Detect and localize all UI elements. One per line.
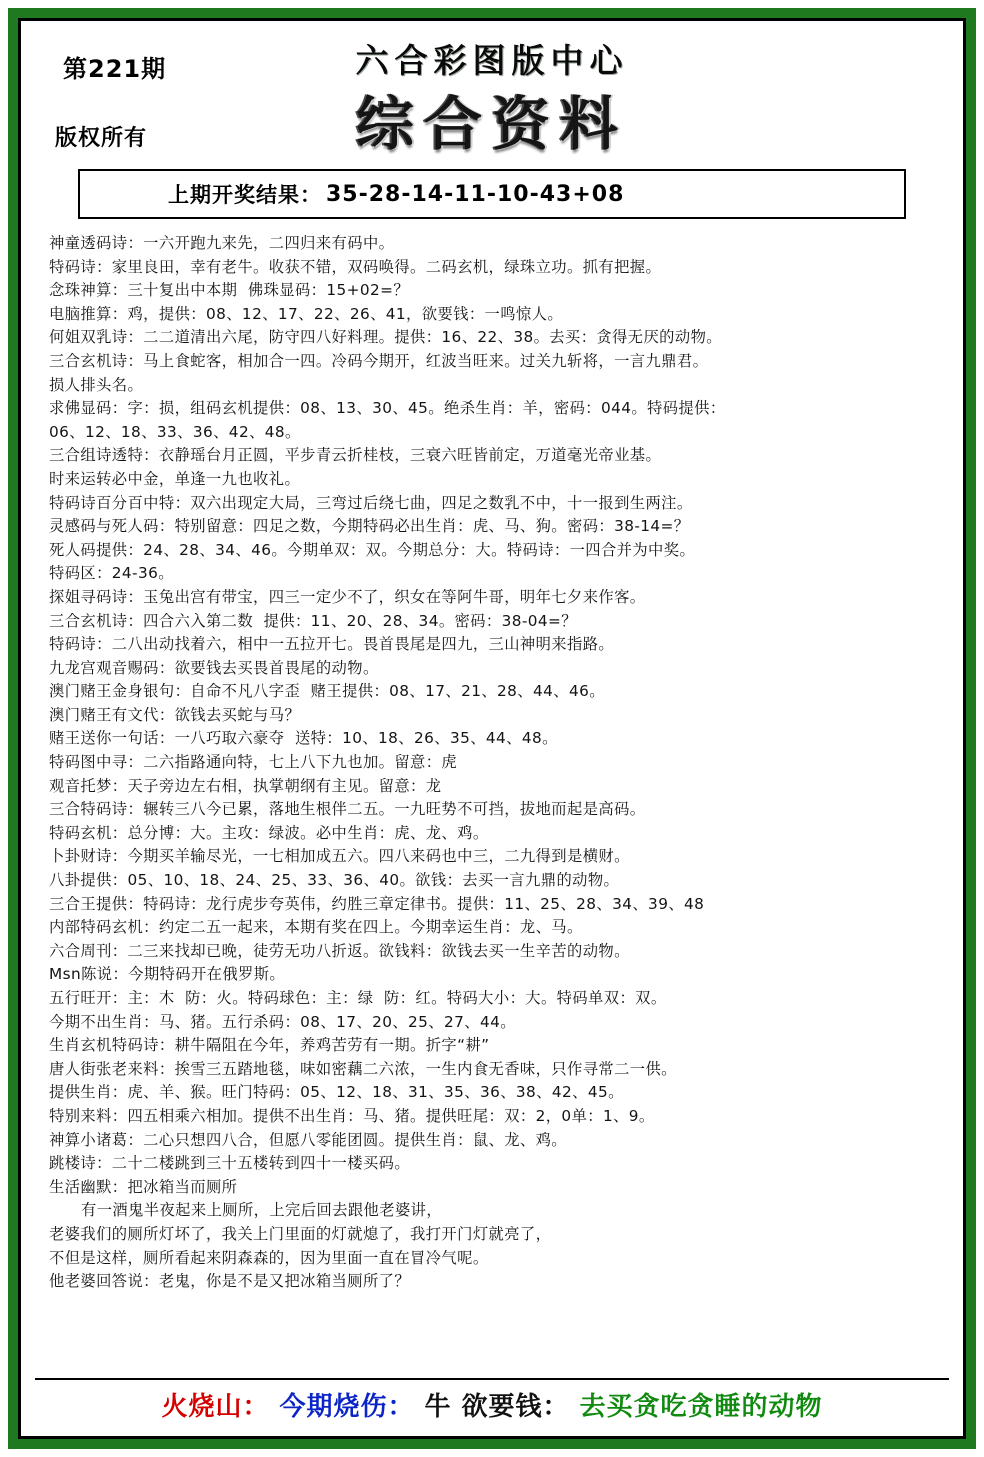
body-line: 特码玄机：总分博：大。主攻：绿波。必中生肖：虎、龙、鸡。 — [49, 823, 489, 842]
story-line: 老婆我们的厕所灯坏了，我关上门里面的灯就熄了，我打开门灯就亮了， — [49, 1224, 552, 1243]
last-draw-label: 上期开奖结果： — [168, 183, 322, 207]
body-line: 卜卦财诗：今期买羊输尽光，一七相加成五六。四八来码也中三，二九得到是横财。 — [49, 847, 630, 866]
body-line: 澳门赌王金身银句：自命不凡八字歪 赌王提供：08、17、21、28、44、46。 — [49, 682, 605, 701]
body-line: 六合周刊：二三来找却已晚，徒劳无功八折返。欲钱料：欲钱去买一生辛苦的动物。 — [49, 941, 630, 960]
body-line: 特码区：24-36。 — [49, 564, 174, 583]
body-line: 唐人街张老来料：挨雪三五踏地毯，味如密藕二六浓，一生内食无香味，只作寻常二一供。 — [49, 1059, 677, 1078]
story-line: 有一酒鬼半夜起来上厕所，上完后回去跟他老婆讲， — [81, 1201, 443, 1220]
body-line: 三合王提供：特码诗：龙行虎步夸英伟，约胜三章定律书。提供：11、25、28、34、39、48 — [49, 894, 705, 913]
page-title-main: 六合彩图版中心 — [355, 41, 629, 80]
body-line: 三合玄机诗：马上食蛇客，相加合一四。冷码今期开，红波当旺来。过关九斩将，一言九鼎君。 — [49, 351, 709, 370]
body-line: 灵感码与死人码：特别留意：四足之数，今期特码必出生肖：虎、马、狗。密码：38-14=？ — [49, 517, 690, 536]
body-line: 死人码提供：24、28、34、46。今期单双：双。今期总分：大。特码诗：一四合并为中奖。 — [49, 540, 696, 559]
body-line: 提供生肖：虎、羊、猴。旺门特码：05、12、18、31、35、36、38、42、45。 — [49, 1083, 624, 1102]
issue-number: 第221期 — [63, 55, 167, 83]
body-line: 三合特码诗：辗转三八今已累，落地生根伴二五。一九旺势不可挡，拔地而起是高码。 — [49, 800, 646, 819]
body-line: 特码诗：二八出动找着六，相中一五拉开七。畏首畏尾是四九，三山神明来指路。 — [49, 635, 615, 654]
body-line: 九龙宫观音赐码：欲要钱去买畏首畏尾的动物。 — [49, 658, 379, 677]
story-line: 不但是这样，厕所看起来阴森森的，因为里面一直在冒冷气呢。 — [49, 1248, 489, 1267]
body-line: 今期不出生肖：马、猪。五行杀码：08、17、20、25、27、44。 — [49, 1012, 516, 1031]
body-line: 三合组诗透特：衣静瑶台月正圆，平步青云折桂枝，三衰六旺皆前定，万道毫光帝业基。 — [49, 446, 662, 465]
body-line: 特码诗百分百中特：双六出现定大局，三弯过后绕七曲，四足之数乳不中，十一报到生两注。 — [49, 493, 693, 512]
footer-banner — [35, 1382, 949, 1426]
footer-part-3: 牛 — [424, 1391, 452, 1422]
body-line: 探姐寻码诗：玉兔出宫有带宝，四三一定少不了，织女在等阿牛哥，明年七夕来作客。 — [49, 587, 646, 606]
outer-green-frame — [8, 8, 976, 1449]
body-text-block — [35, 232, 949, 1294]
body-line: 澳门赌王有文代：欲钱去买蛇与马？ — [49, 705, 301, 724]
body-line: 电脑推算：鸡，提供：08、12、17、22、26、41，欲要钱：一鸣惊人。 — [49, 304, 564, 323]
last-draw-result-bar — [78, 169, 906, 219]
footer-divider — [35, 1378, 949, 1380]
body-line: 生肖玄机特码诗：耕牛隔阻在今年，养鸡苦劳有一期。折字“耕” — [49, 1036, 490, 1055]
footer-part-5: 去买贪吃贪睡的动物 — [579, 1391, 823, 1422]
body-line: 赌王送你一句话：一八巧取六豪夺 送特：10、18、26、35、44、48。 — [49, 729, 558, 748]
body-line: 损人排头名。 — [49, 375, 144, 394]
document-header — [35, 21, 949, 169]
body-line: 特码诗：家里良田，幸有老牛。收获不错，双码唤得。二码玄机，绿珠立功。抓有把握。 — [49, 257, 662, 276]
body-line: 特码图中寻：二六指路通向特，七上八下九也加。留意：虎 — [49, 753, 458, 772]
last-draw-numbers: 35-28-14-11-10-43+08 — [326, 181, 625, 207]
body-line: 06、12、18、33、36、42、48。 — [49, 422, 301, 441]
body-line: 时来运转必中金，单逢一九也收礼。 — [49, 469, 301, 488]
body-line: 八卦提供：05、10、18、24、25、33、36、40。欲钱：去买一言九鼎的动物。 — [49, 871, 620, 890]
body-line: 何姐双乳诗：二二道清出六尾，防守四八好料理。提供：16、22、38。去买：贪得无厌的动物。 — [49, 328, 722, 347]
inner-black-frame — [18, 18, 966, 1439]
footer-part-2: 今期烧伤： — [279, 1391, 415, 1422]
body-line: 内部特码玄机：约定二五一起来，本期有奖在四上。今期幸运生肖：龙、马。 — [49, 918, 583, 937]
body-line: 三合玄机诗：四合六入第二数 提供：11、20、28、34。密码：38-04=？ — [49, 611, 577, 630]
footer-part-4: 欲要钱： — [461, 1391, 570, 1422]
body-line: 五行旺开：主：木 防：火。特码球色：主：绿 防：红。特码大小：大。特码单双：双。 — [49, 989, 667, 1007]
story-line: 他老婆回答说：老鬼，你是不是又把冰箱当厕所了？ — [49, 1272, 411, 1291]
body-line: 求佛显码：字：损，组码玄机提供：08、13、30、45。绝杀生肖：羊，密码：044。特码提供： — [49, 399, 726, 418]
page-title-sub: 综合资料 — [355, 90, 628, 158]
body-line: 观音托梦：天子旁边左右相，执掌朝纲有主见。留意：龙 — [49, 776, 442, 795]
body-line: Msn陈说：今期特码开在俄罗斯。 — [49, 965, 286, 984]
footer-part-1: 火烧山： — [161, 1391, 270, 1422]
copyright-label: 版权所有 — [55, 126, 148, 151]
body-line: 神算小诸葛：二心只想四八合，但愿八零能团圆。提供生肖：鼠、龙、鸡。 — [49, 1130, 567, 1149]
body-line: 念珠神算：三十复出中本期 佛珠显码：15+02=？ — [49, 281, 410, 300]
body-line: 神童透码诗：一六开跑九来先，二四归来有码中。 — [49, 234, 395, 252]
document-content — [21, 21, 963, 1436]
body-line: 跳楼诗：二十二楼跳到三十五楼转到四十一楼买码。 — [49, 1154, 411, 1173]
body-line: 生活幽默：把冰箱当而厕所 — [49, 1177, 238, 1196]
body-line: 特别来料：四五相乘六相加。提供不出生肖：马、猪。提供旺尾：双：2，0单：1、9。 — [49, 1106, 655, 1125]
